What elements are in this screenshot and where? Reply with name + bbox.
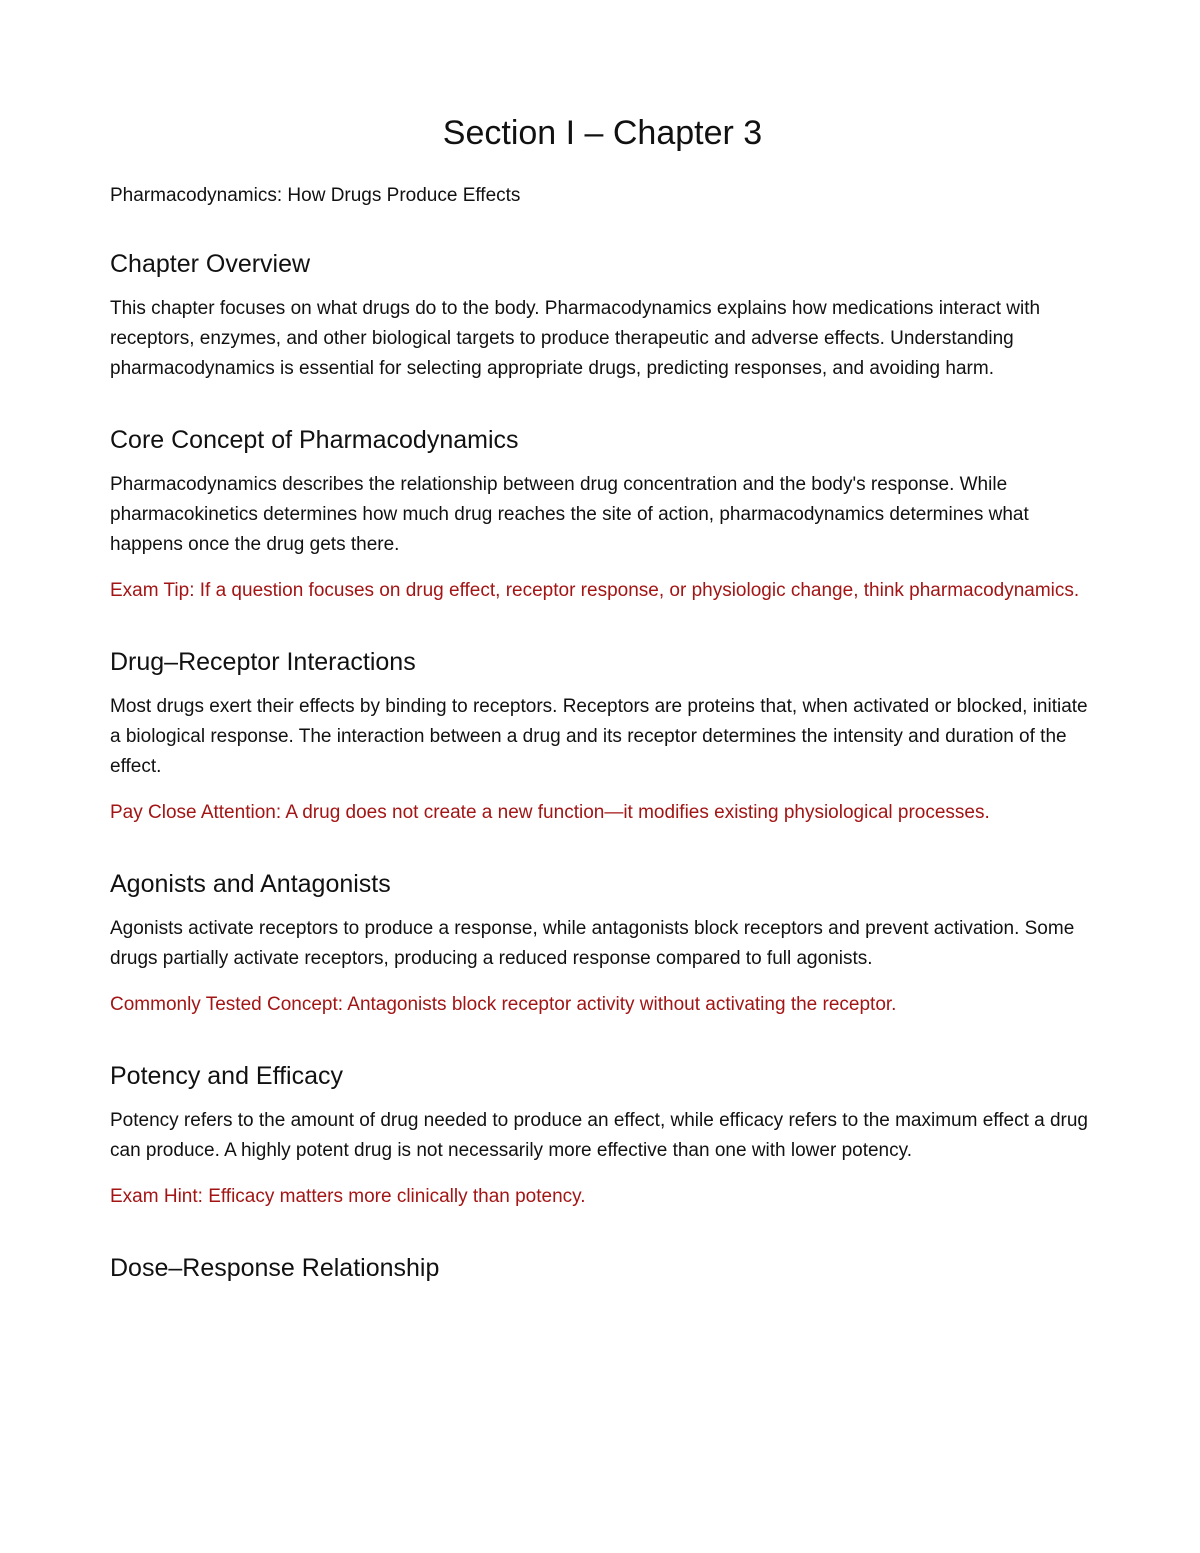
page-subtitle: Pharmacodynamics: How Drugs Produce Effects bbox=[110, 185, 521, 206]
section-heading: Drug–Receptor Interactions bbox=[110, 648, 416, 676]
section-body: Most drugs exert their effects by binding to receptors. Receptors are proteins that, when activated or blocked, initiate a biological response. The interaction between a drug and its receptor determines the intensity and duration of the effect. bbox=[110, 696, 1088, 777]
section-body: Potency refers to the amount of drug needed to produce an effect, while efficacy refers to the maximum effect a drug can produce. A highly potent drug is not necessarily more effective than one with lower potency. bbox=[110, 1110, 1088, 1161]
attention-callout: Pay Close Attention: A drug does not create a new function—it modifies existing physiological processes. bbox=[110, 802, 990, 823]
section-heading: Chapter Overview bbox=[110, 250, 311, 278]
section-heading: Core Concept of Pharmacodynamics bbox=[110, 426, 519, 454]
exam-hint-callout: Exam Hint: Efficacy matters more clinically than potency. bbox=[110, 1186, 586, 1207]
tested-concept-callout: Commonly Tested Concept: Antagonists block receptor activity without activating the receptor. bbox=[110, 994, 897, 1015]
section-agonists-antagonists bbox=[110, 868, 1095, 1020]
exam-tip-callout: Exam Tip: If a question focuses on drug effect, receptor response, or physiologic change, think pharmacodynamics. bbox=[110, 580, 1080, 601]
section-core-concept bbox=[110, 424, 1095, 606]
section-heading: Potency and Efficacy bbox=[110, 1062, 344, 1090]
section-drug-receptor bbox=[110, 646, 1095, 828]
section-potency-efficacy bbox=[110, 1060, 1095, 1212]
section-dose-response bbox=[110, 1252, 1095, 1284]
section-heading: Dose–Response Relationship bbox=[110, 1254, 440, 1282]
section-body: Pharmacodynamics describes the relationship between drug concentration and the body's response. While pharmacokinetics determines how much drug reaches the site of action, pharmacodynamics determines what happens once the drug gets there. bbox=[110, 474, 1029, 555]
section-heading: Agonists and Antagonists bbox=[110, 870, 391, 898]
document-page bbox=[110, 108, 1095, 1284]
page-title: Section I – Chapter 3 bbox=[442, 114, 763, 152]
section-body: This chapter focuses on what drugs do to the body. Pharmacodynamics explains how medications interact with receptors, enzymes, and other biological targets to produce therapeutic and adverse effects. Understanding pharmacodynamics is essential for selecting appropriate drugs, predicting responses, and avoiding harm. bbox=[110, 298, 1041, 379]
section-chapter-overview bbox=[110, 248, 1095, 384]
section-body: Agonists activate receptors to produce a response, while antagonists block receptors and prevent activation. Some drugs partially activate receptors, producing a reduced response compared to full agonists. bbox=[110, 918, 1075, 969]
